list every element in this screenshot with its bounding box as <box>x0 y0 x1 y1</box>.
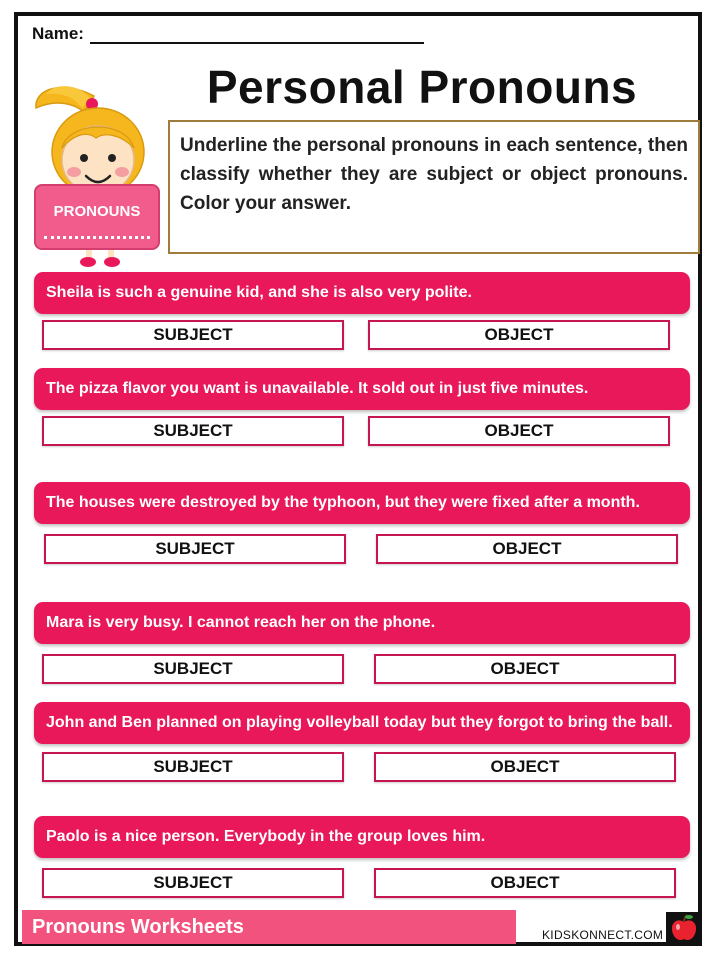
sign-dots-decoration <box>44 236 150 239</box>
question-1 <box>34 272 690 352</box>
apple-icon <box>666 912 702 944</box>
question-2 <box>34 368 690 448</box>
answer-options <box>34 654 690 686</box>
question-sentence: John and Ben planned on playing volleyball today but they forgot to bring the ball. <box>34 702 690 744</box>
answer-options <box>34 752 690 784</box>
instructions-box: Underline the personal pronouns in each sentence, then classify whether they are subject or object pronouns. Color your answer. <box>168 120 700 254</box>
pronouns-sign-label: PRONOUNS <box>53 203 141 220</box>
answer-options <box>34 868 690 900</box>
name-underline[interactable] <box>90 26 424 44</box>
object-answer-box[interactable]: OBJECT <box>376 534 678 564</box>
mascot-illustration <box>24 78 160 268</box>
page-title: Personal Pronouns <box>206 61 638 113</box>
name-field <box>32 24 424 44</box>
object-answer-box[interactable]: OBJECT <box>374 868 676 898</box>
object-answer-box[interactable]: OBJECT <box>374 752 676 782</box>
object-answer-box[interactable]: OBJECT <box>374 654 676 684</box>
question-sentence: Sheila is such a genuine kid, and she is also very polite. <box>34 272 690 314</box>
object-answer-box[interactable]: OBJECT <box>368 320 670 350</box>
footer-site-name: KIDSKONNECT.COM <box>542 928 664 942</box>
question-4 <box>34 602 690 686</box>
subject-answer-box[interactable]: SUBJECT <box>42 752 344 782</box>
answer-options <box>34 534 690 566</box>
answer-options <box>34 416 690 448</box>
footer-worksheet-label: Pronouns Worksheets <box>22 910 516 944</box>
worksheet-page <box>14 12 702 946</box>
subject-answer-box[interactable]: SUBJECT <box>42 654 344 684</box>
object-answer-box[interactable]: OBJECT <box>368 416 670 446</box>
subject-answer-box[interactable]: SUBJECT <box>44 534 346 564</box>
question-6 <box>34 816 690 900</box>
subject-answer-box[interactable]: SUBJECT <box>42 868 344 898</box>
question-sentence: The pizza flavor you want is unavailable. It sold out in just five minutes. <box>34 368 690 410</box>
question-sentence: The houses were destroyed by the typhoon, but they were fixed after a month. <box>34 482 690 524</box>
question-5 <box>34 702 690 784</box>
name-label: Name: <box>32 24 84 43</box>
question-sentence: Mara is very busy. I cannot reach her on the phone. <box>34 602 690 644</box>
question-sentence: Paolo is a nice person. Everybody in the group loves him. <box>34 816 690 858</box>
answer-options <box>34 320 690 352</box>
subject-answer-box[interactable]: SUBJECT <box>42 320 344 350</box>
question-3 <box>34 482 690 566</box>
subject-answer-box[interactable]: SUBJECT <box>42 416 344 446</box>
pronouns-sign <box>34 184 160 250</box>
